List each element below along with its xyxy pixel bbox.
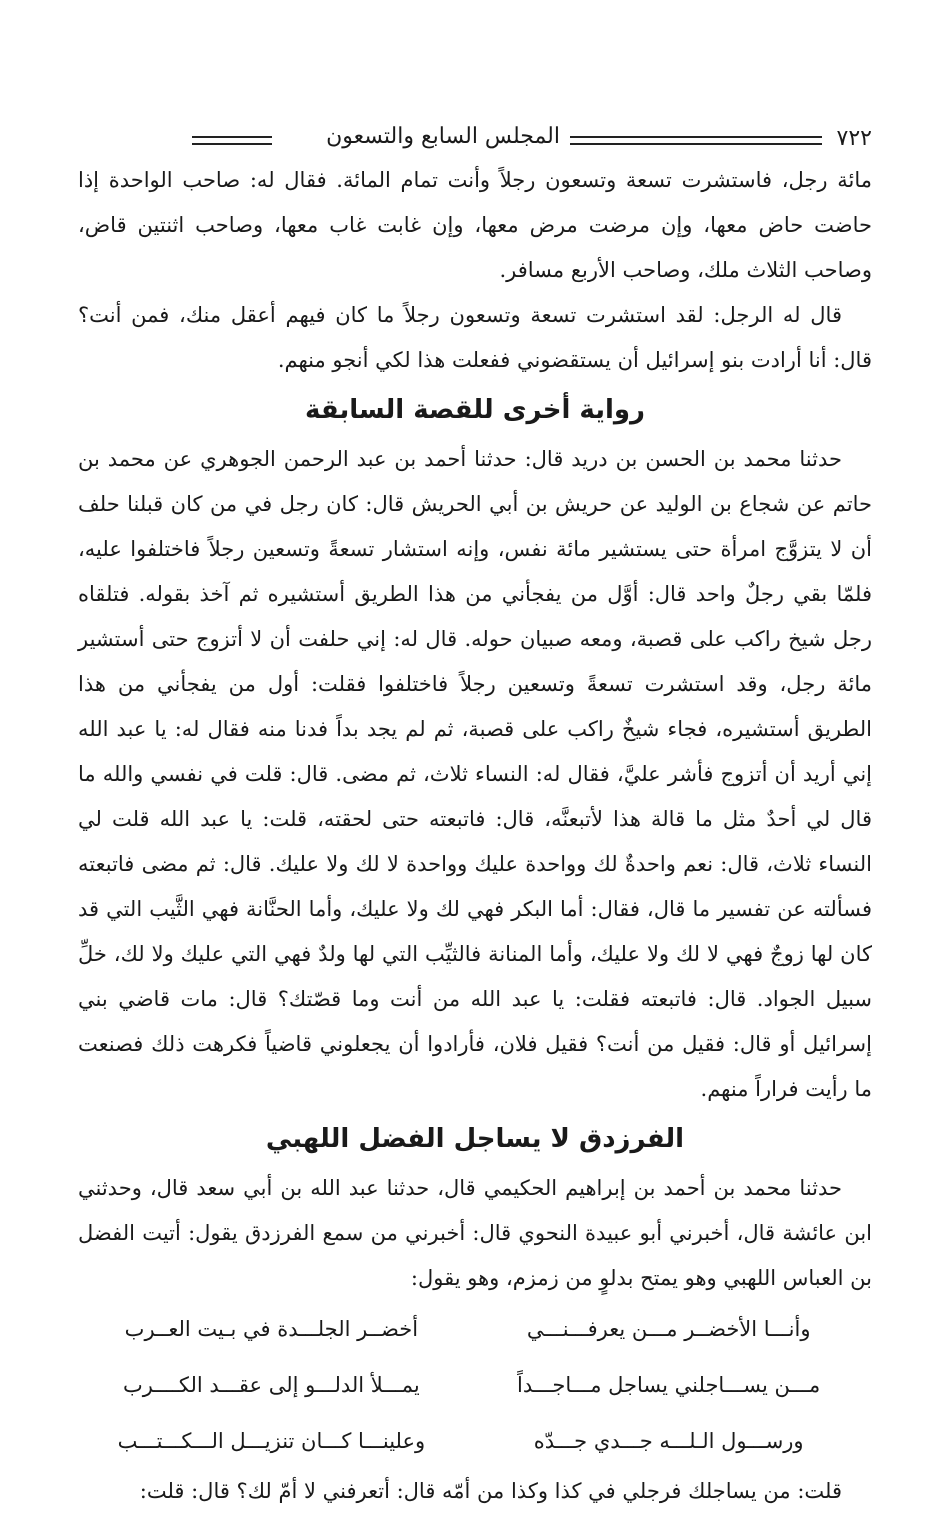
book-page <box>78 118 872 1514</box>
verse-second-hemistich: يمـــلأ الدلـــو إلى عقـــد الكــــرب <box>122 1373 420 1397</box>
verse-first-hemistich: وأنـــا الأخضــر مـــن يعرفـــنـــي <box>526 1317 811 1341</box>
closing-paragraph: قلت: من يساجلك فرجلي في كذا وكذا من أمّه قال: أتعرفني لا أمّ لك؟ قال: قلت: <box>139 1479 842 1503</box>
verse-second-hemistich: أخضــر الجلـــدة في بـيت العــرب <box>124 1317 419 1341</box>
running-header <box>78 118 872 158</box>
paragraph-2: قال له الرجل: لقد استشرت تسعة وتسعون رجلاً ما كان فيهم أعقل منك، فمن أنت؟ قال: أنا أرادت بنو إسرائيل أن يستقضوني ففعلت هذا لكي أنجو منهم. <box>78 303 872 372</box>
chapter-title: المجلس السابع والتسعون <box>326 124 560 149</box>
section-2-body: حدثنا محمد بن أحمد بن إبراهيم الحكيمي قال، حدثنا عبد الله بن أبي سعد قال، وحدثني ابن عائشة قال، أخبرني أبو عبيدة النحوي قال: أخبرني من سمع الفرزدق يقول: أتيت الفضل بن العباس اللهبي وهو يمتح بدلوٍ من زمزم، وهو يقول: <box>78 1176 872 1290</box>
section-heading-2: الفرزدق لا يساجل الفضل اللهبي <box>265 1124 685 1154</box>
section-1-body: حدثنا محمد بن الحسن بن دريد قال: حدثنا أحمد بن عبد الرحمن الجوهري عن محمد بن حاتم عن شجاع بن الوليد عن حريش بن أبي الحريش قال: كان رجل في من كان قبلنا حلف أن لا يتزوَّج امرأة حتى يستشير مائة نفس، وإنه استشار تسعةً وتسعين رجلاً فاختلفوا عليه، فلمّا بقي رجلٌ واحد قال: أوَّل من يفجأني من هذا الطريق أستشيره ثم آخذ بقوله. فتلقاه رجل شيخ راكب على قصبة، ومعه صبيان حوله. قال له: إني حلفت أن لا أتزوج حتى أستشير مائة رجل، وقد استشرت تسعةً وتسعين رجلاً فاختلفوا فقلت: أول من يفجأني من هذا الطريق أستشيره، فجاء شيخٌ راكب على قصبة، ثم لم يجد بداً فدنا منه فقال له: يا عبد الله إني أريد أن أتزوج فأشر عليَّ، فقال له: النساء ثلاث، ثم مضى. قال: قلت في نفسي والله ما قال لي أحدٌ مثل ما قالة هذا لأتبعنَّه، قال: فاتبعته حتى لحقته، قلت: يا عبد الله قلت لي النساء ثلاث، قال: نعم واحدةٌ لك وواحدة عليك وواحدة لا لك ولا عليك. قال: ثم مضى فاتبعته فسألته عن تفسير ما قال، فقال: أما البكر فهي لك ولا عليك، وأما الحنَّانة فهي الثَّيب التي قد كان لها زوجٌ فهي لا لك ولا عليك، وأما المنانة فالثيِّب التي لها ولدٌ فهي التي عليك ولا لك، خلِّ سبيل الجواد. قال: فاتبعته فقلت: يا عبد الله من أنت وما قصّتك؟ قال: مات قاضي بني إسرائيل أو قال: فقيل من أنت؟ فقيل فلان، فأرادوا أن يجعلوني قاضياً فكرهت ذلك فصنعت ما رأيت فراراً منهم. <box>78 447 872 1101</box>
verse-first-hemistich: ورســـول الـلـــه جـــدي جـــدّه <box>533 1429 804 1453</box>
paragraph-1: مائة رجل، فاستشرت تسعة وتسعون رجلاً وأنت تمام المائة. فقال له: صاحب الواحدة إذا حاضت حاض معها، وإن مرضت مرض معها، وإن غابت غاب معها، وصاحب اثنتين قاض، وصاحب الثلاث ملك، وصاحب الأربع مسافر. <box>78 168 872 282</box>
verse-line <box>78 1413 872 1469</box>
verse-line <box>78 1301 872 1357</box>
verse-first-hemistich: مـــن يســـاجلني يساجل مـــاجـــداً <box>517 1373 821 1397</box>
section-heading-1: رواية أخرى للقصة السابقة <box>305 395 645 425</box>
header-rule-short <box>192 136 272 145</box>
header-rule-long <box>570 136 822 145</box>
verse-second-hemistich: وعلينـــا كـــان تنزيـــل الـــكـــتـــب <box>117 1429 426 1453</box>
verse-line <box>78 1357 872 1413</box>
page-number: ٧٢٢ <box>836 126 872 151</box>
